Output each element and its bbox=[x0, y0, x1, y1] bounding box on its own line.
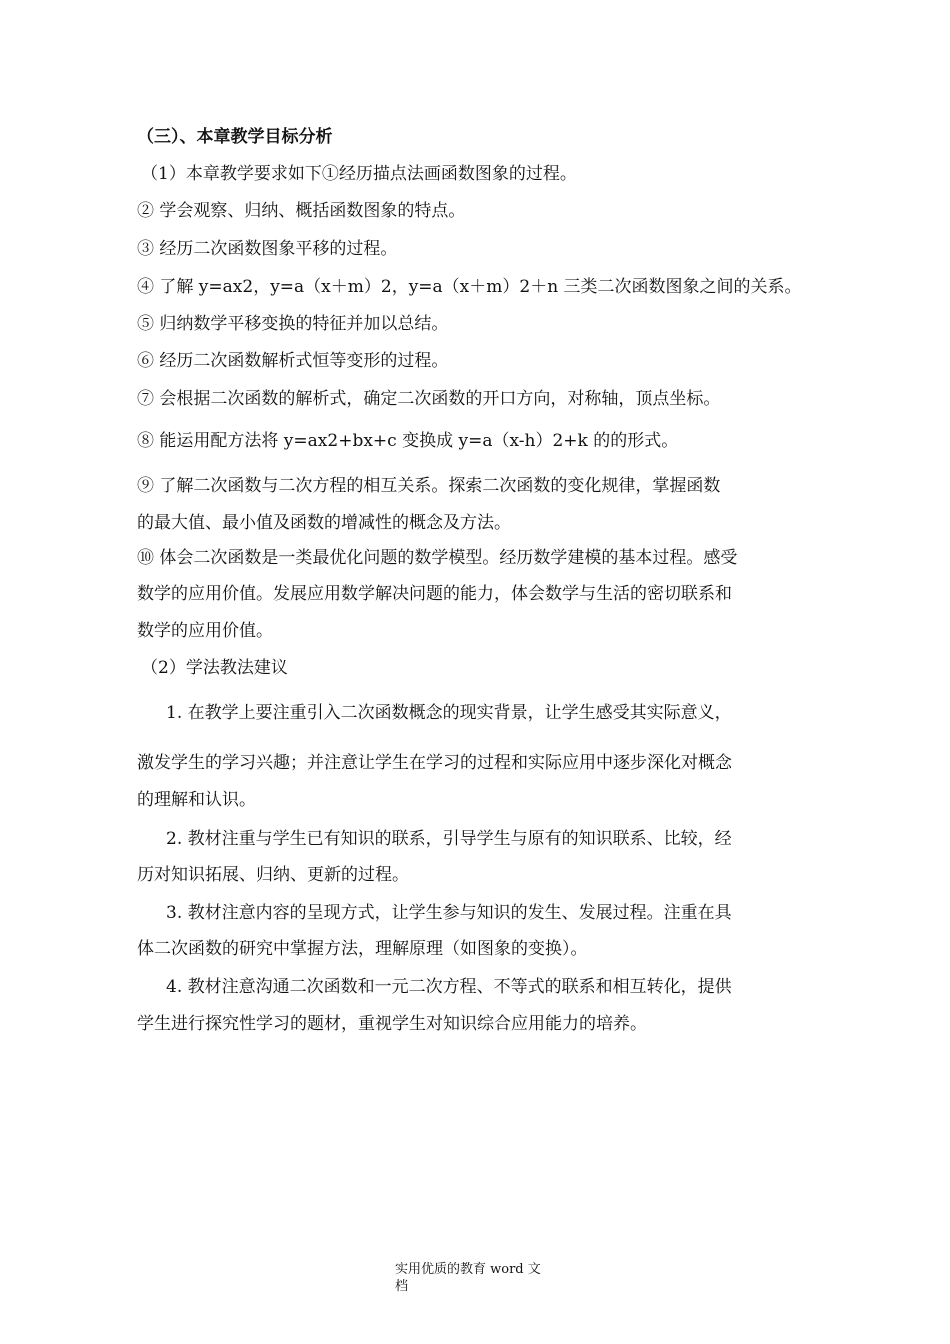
suggestion-1-line3: 的理解和认识。 bbox=[137, 790, 256, 810]
suggestion-3-line2: 体二次函数的研究中掌握方法，理解原理（如图象的变换）。 bbox=[137, 939, 588, 959]
requirement-item-10-line3: 数学的应用价值。 bbox=[137, 621, 273, 641]
footer-line1: 实用优质的教育 word 文 bbox=[395, 1262, 541, 1277]
suggestion-4-line2: 学生进行探究性学习的题材，重视学生对知识综合应用能力的培养。 bbox=[137, 1014, 647, 1034]
requirement-item-7: ⑦ 会根据二次函数的解析式，确定二次函数的开口方向，对称轴，顶点坐标。 bbox=[137, 389, 721, 409]
requirement-item-5: ⑤ 归纳数学平移变换的特征并加以总结。 bbox=[137, 314, 449, 334]
requirement-item-10-line2: 数学的应用价值。发展应用数学解决问题的能力，体会数学与生活的密切联系和 bbox=[137, 584, 732, 604]
requirements-title: （1）本章教学要求如下①经历描点法画函数图象的过程。 bbox=[141, 164, 577, 184]
suggestion-3-line1: 3. 教材注意内容的呈现方式，让学生参与知识的发生、发展过程。注重在具 bbox=[166, 903, 732, 923]
requirement-item-3: ③ 经历二次函数图象平移的过程。 bbox=[137, 239, 398, 259]
requirement-item-9-line1: ⑨ 了解二次函数与二次方程的相互关系。探索二次函数的变化规律，掌握函数 bbox=[137, 476, 721, 496]
suggestion-1-line2: 激发学生的学习兴趣；并注意让学生在学习的过程和实际应用中逐步深化对概念 bbox=[137, 753, 732, 773]
requirement-item-4: ④ 了解 y=ax2，y=a（x＋m）2，y=a（x＋m）2＋n 三类二次函数图象之间的关系。 bbox=[137, 277, 802, 297]
requirement-item-2: ② 学会观察、归纳、概括函数图象的特点。 bbox=[137, 201, 466, 221]
suggestion-2-line2: 历对知识拓展、归纳、更新的过程。 bbox=[137, 865, 409, 885]
section-heading: （三）、本章教学目标分析 bbox=[137, 127, 333, 147]
suggestions-title: （2）学法教法建议 bbox=[141, 658, 288, 678]
requirement-item-6: ⑥ 经历二次函数解析式恒等变形的过程。 bbox=[137, 351, 449, 371]
suggestion-1-line1: 1. 在教学上要注重引入二次函数概念的现实背景，让学生感受其实际意义， bbox=[166, 703, 732, 723]
requirement-item-10-line1: ⑩ 体会二次函数是一类最优化问题的数学模型。经历数学建模的基本过程。感受 bbox=[137, 548, 738, 568]
requirement-item-8: ⑧ 能运用配方法将 y=ax2+bx+c 变换成 y=a（x-h）2+k 的的形式。 bbox=[137, 431, 679, 451]
suggestion-2-line1: 2. 教材注重与学生已有知识的联系，引导学生与原有的知识联系、比较，经 bbox=[166, 829, 732, 849]
footer-line2: 档 bbox=[395, 1279, 409, 1294]
suggestion-4-line1: 4. 教材注意沟通二次函数和一元二次方程、不等式的联系和相互转化，提供 bbox=[166, 977, 732, 997]
requirement-item-9-line2: 的最大值、最小值及函数的增减性的概念及方法。 bbox=[137, 513, 511, 533]
